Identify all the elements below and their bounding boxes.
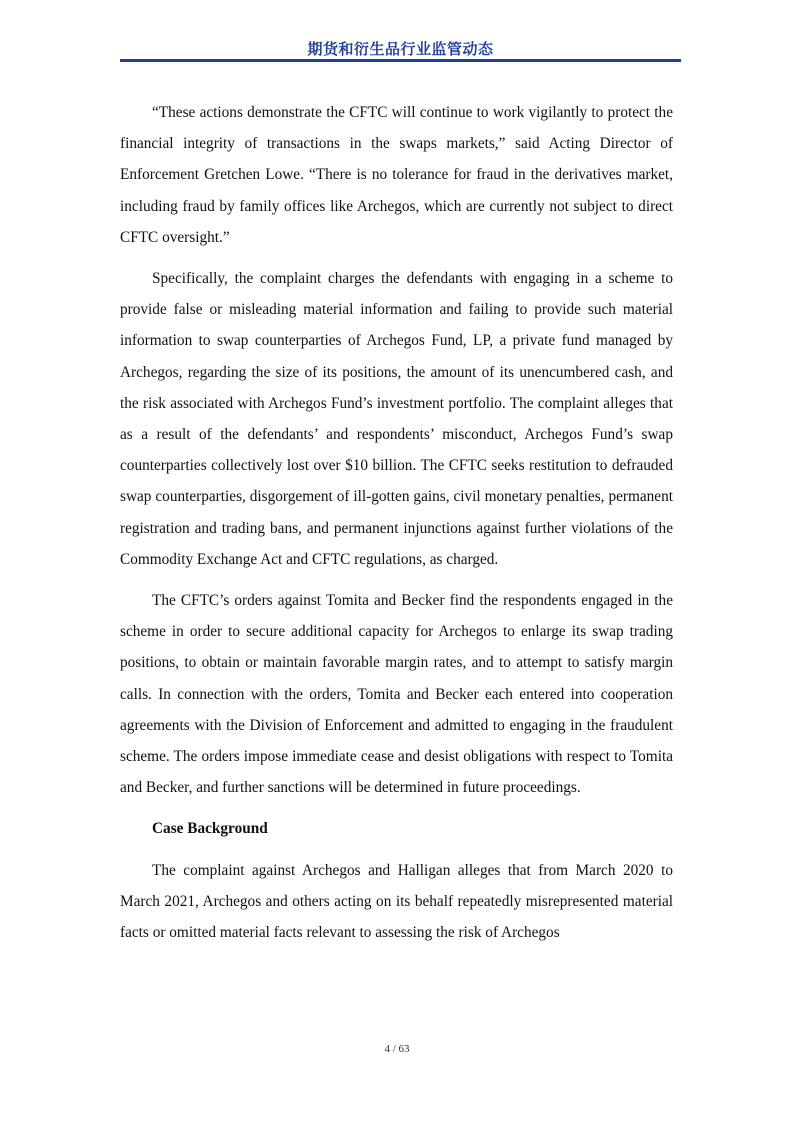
page-number: 4 / 63: [384, 1043, 410, 1055]
section-heading: Case Background: [152, 820, 268, 838]
paragraph-quote: “These actions demonstrate the CFTC will continue to work vigilantly to protect the financial integrity of transactions in the swaps markets,” said Acting Director of Enforcement Gretchen Lowe. “There is no tolerance for fraud in the derivatives market, including fraud by family offices like Archegos, which are currently not subject to direct CFTC oversight.”: [120, 104, 673, 246]
header-divider: [120, 59, 681, 62]
paragraph-orders: The CFTC’s orders against Tomita and Becker find the respondents engaged in the scheme in order to secure additional capacity for Archegos to enlarge its swap trading positions, to obtain or maintain favorable margin rates, and to attempt to satisfy margin calls. In connection with the orders, Tomita and Becker each entered into cooperation agreements with the Division of Enforcement and admitted to engaging in the fraudulent scheme. The orders impose immediate cease and desist obligations with respect to Tomita and Becker, and further sanctions will be determined in future proceedings.: [120, 592, 673, 797]
paragraph-case-background: The complaint against Archegos and Halligan alleges that from March 2020 to March 2021, Archegos and others acting on its behalf repeatedly misrepresented material facts or omitted material facts relevant to assessing the risk of Archegos: [120, 861, 673, 942]
page-header-title: 期货和衍生品行业监管动态: [307, 40, 494, 58]
document-body: [120, 97, 673, 958]
paragraph-complaint: Specifically, the complaint charges the defendants with engaging in a scheme to provide false or misleading material information and failing to provide such material information to swap counterparties of Archegos Fund, LP, a private fund managed by Archegos, regarding the size of its positions, the amount of its unencumbered cash, and the risk associated with Archegos Fund’s investment portfolio. The complaint alleges that as a result of the defendants’ and respondents’ misconduct, Archegos Fund’s swap counterparties collectively lost over $10 billion. The CFTC seeks restitution to defrauded swap counterparties, disgorgement of ill-gotten gains, civil monetary penalties, permanent registration and trading bans, and permanent injunctions against further violations of the Commodity Exchange Act and CFTC regulations, as charged.: [120, 270, 673, 568]
